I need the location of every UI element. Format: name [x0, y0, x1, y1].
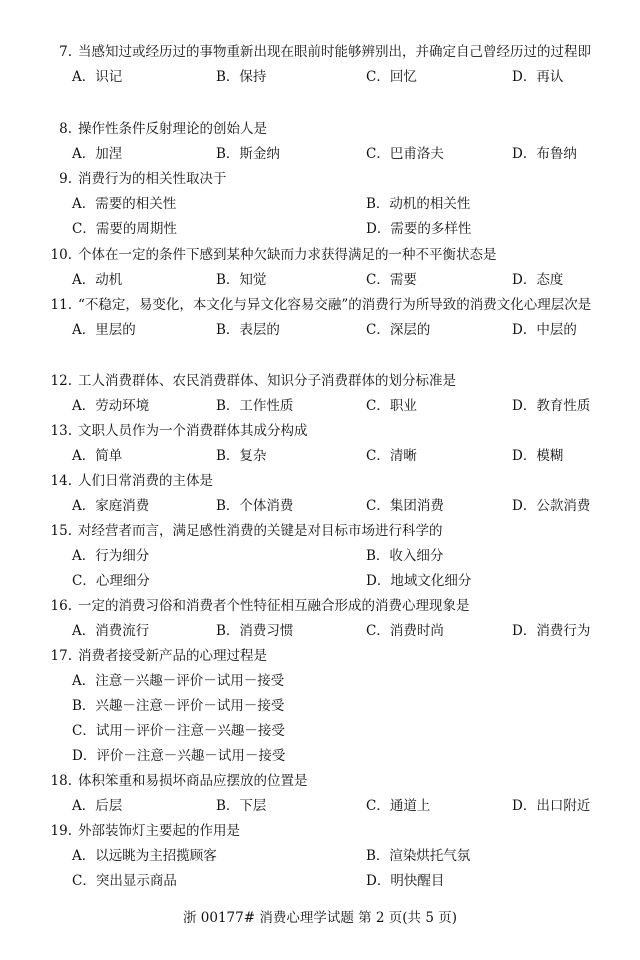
options-row — [40, 869, 610, 894]
question-stem: 一定的消费习俗和消费者个性特征相互融合形成的消费心理现象是 — [78, 598, 470, 614]
question-number: 16. — [50, 598, 72, 614]
options-row — [40, 142, 610, 167]
option-a: A．家庭消费 — [72, 498, 150, 514]
question-9 — [40, 167, 610, 242]
option-a: A．注意－兴趣－评价－试用－接受 — [72, 673, 285, 689]
options-row — [40, 844, 610, 869]
question-number: 9. — [59, 171, 72, 187]
question-14 — [40, 469, 610, 519]
question-number: 10. — [50, 247, 72, 263]
question-15 — [40, 519, 610, 594]
option-c: C．回忆 — [366, 69, 417, 85]
question-stem: “不稳定，易变化，本文化与异文化容易交融”的消费行为所导致的消费文化心理层次是 — [78, 297, 592, 313]
option-b: B．兴趣－注意－评价－试用－接受 — [72, 698, 285, 714]
question-stem: 文职人员作为一个消费群体其成分构成 — [78, 423, 308, 439]
option-c: C．巴甫洛夫 — [366, 146, 444, 162]
question-stem: 工人消费群体、农民消费群体、知识分子消费群体的划分标准是 — [78, 373, 456, 389]
option-c: C．通道上 — [366, 798, 431, 814]
option-d: D．教育性质 — [512, 398, 591, 414]
options-row — [40, 794, 610, 819]
option-a: A．简单 — [72, 448, 123, 464]
question-12 — [40, 369, 610, 419]
question-18 — [40, 769, 610, 819]
question-stem: 操作性条件反射理论的创始人是 — [78, 121, 267, 137]
option-d: D．再认 — [512, 69, 564, 85]
question-stem: 体积笨重和易损坏商品应摆放的位置是 — [78, 773, 308, 789]
option-b: B．工作性质 — [216, 398, 294, 414]
option-c: C．试用－评价－注意－兴趣－接受 — [72, 723, 285, 739]
option-d: D．消费行为 — [512, 623, 591, 639]
option-a: A．需要的相关性 — [72, 196, 177, 212]
question-number: 17. — [50, 648, 72, 664]
question-7 — [40, 40, 610, 90]
option-d: D．中层的 — [512, 322, 577, 338]
option-d: D．评价－注意－兴趣－试用－接受 — [72, 748, 286, 764]
question-number: 19. — [50, 823, 72, 839]
option-b: B．个体消费 — [216, 498, 294, 514]
option-a: A．动机 — [72, 272, 123, 288]
option-b: B．斯金纳 — [216, 146, 280, 162]
option-a: A．加涅 — [72, 146, 123, 162]
option-b: B．保持 — [216, 69, 267, 85]
option-a: A．里层的 — [72, 322, 136, 338]
option-a: A．劳动环境 — [72, 398, 150, 414]
question-16 — [40, 594, 610, 644]
option-b: B．渲染烘托气氛 — [366, 848, 471, 864]
options-row — [40, 744, 610, 769]
option-c: C．深层的 — [366, 322, 431, 338]
option-b: B．消费习惯 — [216, 623, 294, 639]
option-d: D．需要的多样性 — [366, 221, 472, 237]
option-b: B．下层 — [216, 798, 267, 814]
options-row — [40, 444, 610, 469]
options-row — [40, 669, 610, 694]
options-row — [40, 217, 610, 242]
option-c: C．清晰 — [366, 448, 417, 464]
question-stem: 外部装饰灯主要起的作用是 — [78, 823, 240, 839]
question-10 — [40, 243, 610, 293]
question-stem: 当感知过或经历过的事物重新出现在眼前时能够辨别出，并确定自己曾经历过的过程即 — [78, 44, 591, 60]
option-c: C．职业 — [366, 398, 417, 414]
option-b: B．表层的 — [216, 322, 280, 338]
options-row — [40, 318, 610, 343]
question-stem: 消费行为的相关性取决于 — [78, 171, 227, 187]
option-b: B．收入细分 — [366, 548, 444, 564]
options-row — [40, 65, 610, 90]
page-footer: 浙 00177# 消费心理学试题 第 2 页(共 5 页) — [182, 910, 457, 926]
question-number: 15. — [50, 523, 72, 539]
option-b: B．知觉 — [216, 272, 267, 288]
option-c: C．消费时尚 — [366, 623, 444, 639]
question-number: 12. — [50, 373, 72, 389]
option-a: A．识记 — [72, 69, 123, 85]
option-c: C．集团消费 — [366, 498, 444, 514]
options-row — [40, 544, 610, 569]
option-c: C．突出显示商品 — [72, 873, 177, 889]
options-row — [40, 394, 610, 419]
option-a: A．后层 — [72, 798, 123, 814]
option-a: A．消费流行 — [72, 623, 150, 639]
question-number: 18. — [50, 773, 72, 789]
option-a: A．以远眺为主招揽顾客 — [72, 848, 217, 864]
option-d: D．模糊 — [512, 448, 564, 464]
option-d: D．布鲁纳 — [512, 146, 577, 162]
options-row — [40, 268, 610, 293]
option-b: B．复杂 — [216, 448, 267, 464]
question-stem: 消费者接受新产品的心理过程是 — [78, 648, 267, 664]
question-8 — [40, 117, 610, 167]
options-row — [40, 719, 610, 744]
question-number: 11. — [50, 297, 72, 313]
question-19 — [40, 819, 610, 894]
question-13 — [40, 419, 610, 469]
options-row — [40, 569, 610, 594]
options-row — [40, 494, 610, 519]
question-number: 13. — [50, 423, 72, 439]
question-stem: 个体在一定的条件下感到某种欠缺而力求获得满足的一种不平衡状态是 — [78, 247, 497, 263]
question-17 — [40, 644, 610, 769]
option-d: D．地域文化细分 — [366, 573, 472, 589]
option-c: C．心理细分 — [72, 573, 150, 589]
options-row — [40, 192, 610, 217]
question-number: 7. — [59, 44, 72, 60]
question-stem: 人们日常消费的主体是 — [78, 473, 213, 489]
option-c: C．需要 — [366, 272, 417, 288]
options-row — [40, 619, 610, 644]
option-c: C．需要的周期性 — [72, 221, 177, 237]
option-d: D．态度 — [512, 272, 564, 288]
question-stem: 对经营者而言，满足感性消费的关键是对目标市场进行科学的 — [78, 523, 443, 539]
question-number: 14. — [50, 473, 72, 489]
option-d: D．公款消费 — [512, 498, 591, 514]
question-11 — [40, 293, 610, 343]
option-d: D．出口附近 — [512, 798, 591, 814]
option-d: D．明快醒目 — [366, 873, 445, 889]
option-b: B．动机的相关性 — [366, 196, 471, 212]
options-row — [40, 694, 610, 719]
question-number: 8. — [59, 121, 72, 137]
option-a: A．行为细分 — [72, 548, 150, 564]
